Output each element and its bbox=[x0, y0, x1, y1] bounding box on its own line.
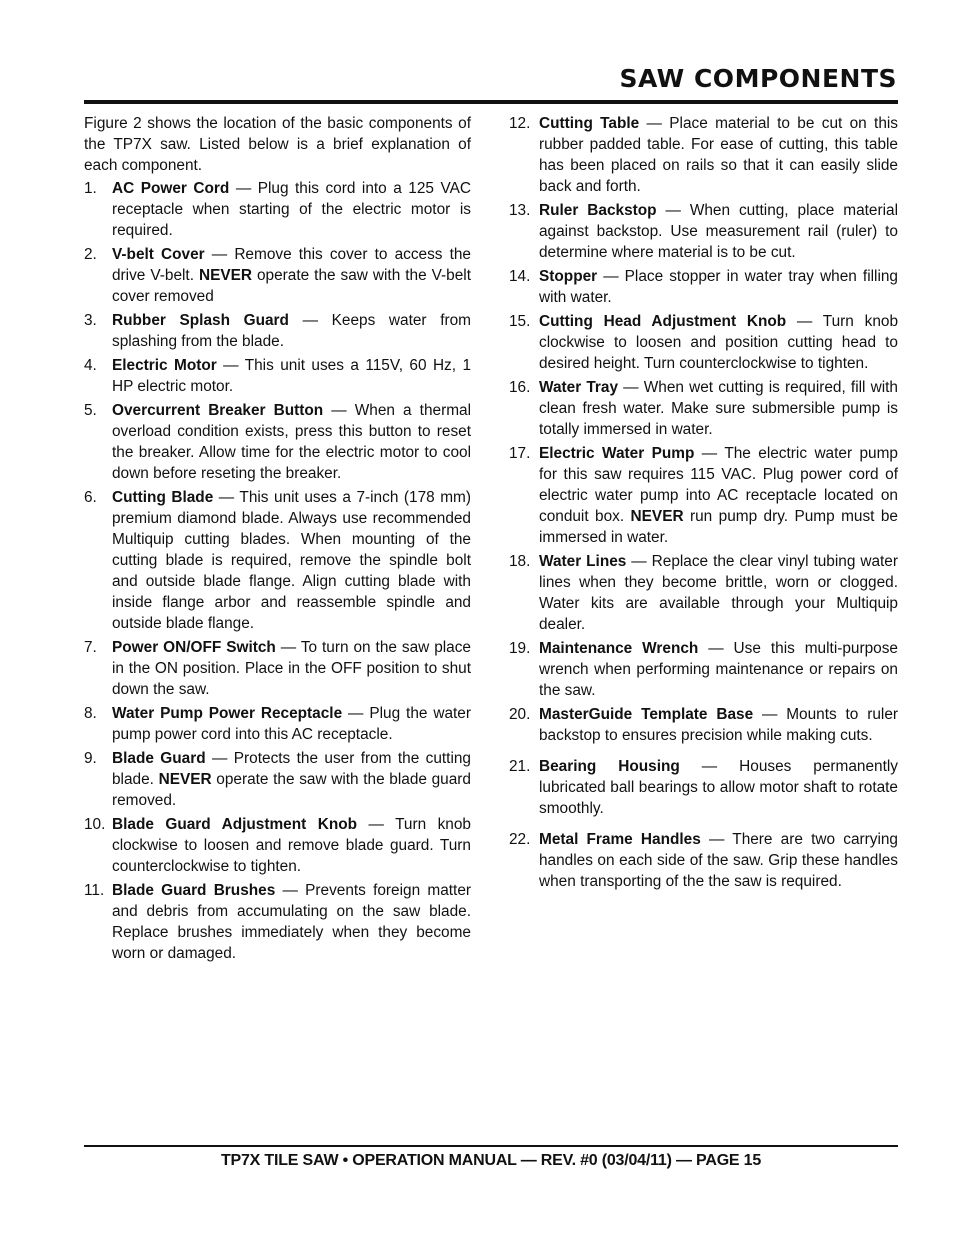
item-number: 17. bbox=[509, 445, 531, 462]
item-description bbox=[539, 113, 898, 197]
item-number: 15. bbox=[509, 313, 531, 330]
component-item bbox=[509, 638, 898, 701]
item-name: Cutting Head Adjustment Knob bbox=[539, 313, 787, 330]
item-description bbox=[112, 880, 471, 964]
item-number: 5. bbox=[84, 402, 97, 419]
item-number: 3. bbox=[84, 312, 97, 329]
item-name: Cutting Blade bbox=[112, 489, 214, 506]
component-item bbox=[509, 443, 898, 548]
item-text: run pump dry. Pump must be immersed in water. bbox=[539, 508, 898, 546]
item-description bbox=[539, 266, 898, 308]
right-column bbox=[509, 113, 898, 895]
item-number: 12. bbox=[509, 115, 531, 132]
item-text: — This unit uses a 115V, 60 Hz, 1 HP electric motor. bbox=[112, 357, 472, 395]
item-description bbox=[112, 400, 471, 484]
item-number: 8. bbox=[84, 705, 97, 722]
item-description bbox=[539, 551, 898, 635]
component-item bbox=[509, 311, 898, 374]
item-name: Overcurrent Breaker Button bbox=[112, 402, 324, 419]
intro-paragraph: Figure 2 shows the location of the basic components of the TP7X saw. Listed below is a brief explanation of each component. bbox=[84, 115, 471, 174]
item-text: — Use this multi-purpose wrench when performing maintenance or repairs on the saw. bbox=[539, 640, 898, 699]
item-text: — To turn on the saw place in the ON position. Place in the OFF position to shut down the saw. bbox=[112, 639, 471, 698]
item-text: — Turn knob clockwise to loosen and position cutting head to desired height. Turn counterclockwise to tighten. bbox=[539, 313, 898, 372]
item-text: — There are two carrying handles on each side of the saw. Grip these handles when transporting of the the saw is required. bbox=[539, 831, 898, 890]
component-item bbox=[84, 310, 471, 352]
item-text: — Plug this cord into a 125 VAC receptacle when starting of the electric motor is required. bbox=[112, 180, 471, 239]
item-description bbox=[539, 829, 898, 892]
item-name: MasterGuide Template Base bbox=[539, 706, 754, 723]
item-name: Water Lines bbox=[539, 553, 627, 570]
item-name: Blade Guard Adjustment Knob bbox=[112, 816, 358, 833]
component-item bbox=[509, 113, 898, 197]
item-name: Rubber Splash Guard bbox=[112, 312, 289, 329]
item-name: Power ON/OFF Switch bbox=[112, 639, 276, 656]
component-item bbox=[509, 829, 898, 892]
item-text: — Protects the user from the cutting blade. bbox=[112, 750, 471, 788]
item-number: 13. bbox=[509, 202, 531, 219]
item-text: — This unit uses a 7-inch (178 mm) premium diamond blade. Always use recommended Multiquip cutting blades. When mounting of the cutting blade is required, remove the spindle bolt and outside blade flange. Align cutting blade with inside flange arbor and reassemble spindle and outside blade flange. bbox=[112, 489, 471, 632]
item-description bbox=[539, 311, 898, 374]
component-item bbox=[509, 200, 898, 263]
header-rule bbox=[84, 100, 898, 104]
item-name: Blade Guard Brushes bbox=[112, 882, 276, 899]
item-name: Stopper bbox=[539, 268, 598, 285]
item-text: — When cutting, place material against backstop. Use measurement rail (ruler) to determine where material is to be cut. bbox=[539, 202, 898, 261]
item-number: 11. bbox=[84, 882, 105, 899]
item-number: 19. bbox=[509, 640, 531, 657]
component-item bbox=[84, 703, 471, 745]
item-number: 21. bbox=[509, 758, 531, 775]
item-description bbox=[539, 704, 898, 746]
item-name: Metal Frame Handles bbox=[539, 831, 701, 848]
page-footer: TP7X TILE SAW • OPERATION MANUAL — REV. #0 (03/04/11) — PAGE 15 bbox=[220, 1152, 762, 1169]
component-item bbox=[509, 551, 898, 635]
item-text: — Prevents foreign matter and debris from accumulating on the saw blade. Replace brushes immediately when they become worn or damaged. bbox=[112, 882, 471, 962]
item-number: 16. bbox=[509, 379, 531, 396]
item-number: 22. bbox=[509, 831, 531, 848]
item-description bbox=[112, 637, 471, 700]
item-number: 18. bbox=[509, 553, 531, 570]
item-description bbox=[112, 244, 471, 307]
item-number: 20. bbox=[509, 706, 531, 723]
item-text: — Place material to be cut on this rubber padded table. For ease of cutting, this table has been placed on rails so that it can easily slide back and forth. bbox=[539, 115, 898, 195]
component-item bbox=[84, 814, 471, 877]
page-title: SAW COMPONENTS bbox=[619, 64, 897, 93]
component-item bbox=[509, 756, 898, 819]
item-name: AC Power Cord bbox=[112, 180, 230, 197]
item-text: — Houses permanently lubricated ball bearings to allow motor shaft to rotate smoothly. bbox=[539, 758, 898, 817]
item-text: — Keeps water from splashing from the blade. bbox=[112, 312, 471, 350]
item-description bbox=[112, 178, 471, 241]
item-name: Cutting Table bbox=[539, 115, 640, 132]
item-number: 6. bbox=[84, 489, 97, 506]
item-description bbox=[539, 756, 898, 819]
component-list-right bbox=[509, 113, 898, 892]
component-item bbox=[84, 748, 471, 811]
item-description bbox=[539, 443, 898, 548]
item-number: 2. bbox=[84, 246, 97, 263]
item-text: operate the saw with the V-belt cover removed bbox=[112, 267, 471, 305]
item-text: — Place stopper in water tray when filling with water. bbox=[539, 268, 898, 306]
item-name: Electric Motor bbox=[112, 357, 217, 374]
item-text: — When wet cutting is required, fill with clean fresh water. Make sure submersible pump is totally immersed in water. bbox=[539, 379, 898, 438]
item-name: Maintenance Wrench bbox=[539, 640, 699, 657]
item-text: — Plug the water pump power cord into this AC receptacle. bbox=[112, 705, 471, 743]
item-text: operate the saw with the blade guard removed. bbox=[112, 771, 471, 809]
warning-word: NEVER bbox=[158, 771, 212, 788]
component-item bbox=[509, 377, 898, 440]
component-item bbox=[509, 266, 898, 308]
left-column bbox=[84, 113, 471, 967]
item-number: 7. bbox=[84, 639, 97, 656]
item-name: Blade Guard bbox=[112, 750, 206, 767]
item-name: Ruler Backstop bbox=[539, 202, 657, 219]
footer-rule bbox=[84, 1145, 898, 1147]
component-list-left bbox=[84, 178, 471, 964]
item-description bbox=[112, 748, 471, 811]
component-item bbox=[84, 244, 471, 307]
item-description bbox=[539, 377, 898, 440]
item-text: — Remove this cover to access the drive V-belt. bbox=[112, 246, 471, 284]
item-number: 1. bbox=[84, 180, 97, 197]
item-name: Water Pump Power Receptacle bbox=[112, 705, 343, 722]
item-name: Electric Water Pump bbox=[539, 445, 695, 462]
item-number: 4. bbox=[84, 357, 97, 374]
component-item bbox=[84, 400, 471, 484]
item-description bbox=[112, 310, 471, 352]
item-description bbox=[112, 703, 471, 745]
item-description bbox=[112, 487, 471, 634]
item-text: — When a thermal overload condition exists, press this button to reset the breaker. Allow time for the electric motor to cool down before reseting the breaker. bbox=[112, 402, 471, 482]
warning-word: NEVER bbox=[198, 267, 252, 284]
item-number: 9. bbox=[84, 750, 97, 767]
component-item bbox=[84, 487, 471, 634]
component-item bbox=[84, 355, 471, 397]
item-number: 14. bbox=[509, 268, 531, 285]
item-description bbox=[539, 200, 898, 263]
item-text: — Turn knob clockwise to loosen and remove blade guard. Turn counterclockwise to tighten. bbox=[112, 816, 471, 875]
component-item bbox=[84, 637, 471, 700]
item-number: 10. bbox=[84, 816, 106, 833]
component-item bbox=[509, 704, 898, 746]
component-item bbox=[84, 880, 471, 964]
item-description bbox=[539, 638, 898, 701]
item-description bbox=[112, 355, 471, 397]
item-text: — Mounts to ruler backstop to ensures precision while making cuts. bbox=[539, 706, 899, 744]
warning-word: NEVER bbox=[630, 508, 684, 525]
component-item bbox=[84, 178, 471, 241]
item-text: — Replace the clear vinyl tubing water lines when they become brittle, worn or clogged. Water kits are available through your Multiquip dealer. bbox=[539, 553, 898, 633]
item-name: V-belt Cover bbox=[112, 246, 205, 263]
item-name: Water Tray bbox=[539, 379, 619, 396]
item-name: Bearing Housing bbox=[539, 758, 680, 775]
item-text: — The electric water pump for this saw requires 115 VAC. Plug power cord of electric water pump into AC receptacle located on conduit box. bbox=[539, 445, 898, 525]
item-description bbox=[112, 814, 471, 877]
